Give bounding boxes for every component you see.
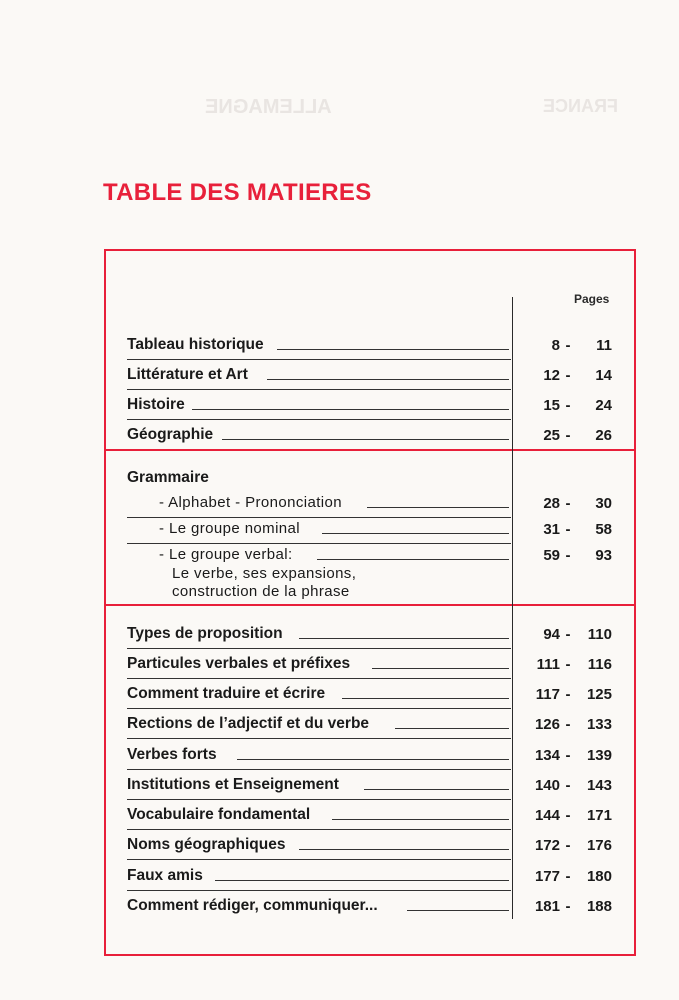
- toc-subentry-continuation: construction de la phrase: [172, 583, 350, 600]
- dot-leader: [342, 698, 509, 699]
- toc-entry-label: Comment rédiger, communiquer...: [127, 897, 384, 915]
- toc-entry-label: Particules verbales et préfixes: [127, 655, 356, 673]
- page-range: 111 - 116: [536, 656, 612, 673]
- dot-leader: [222, 439, 509, 440]
- section-heading: Grammaire: [127, 469, 209, 486]
- dot-leader: [215, 880, 509, 881]
- toc-entry[interactable]: [127, 336, 511, 356]
- page-range: 59 - 93: [543, 547, 612, 564]
- row-underline: [127, 859, 511, 860]
- toc-entry-label: Littérature et Art: [127, 366, 254, 384]
- toc-entry[interactable]: [127, 366, 511, 386]
- page-range: 177 - 180: [534, 868, 612, 885]
- dot-leader: [332, 819, 509, 820]
- row-underline: [127, 359, 511, 360]
- toc-entry[interactable]: [127, 746, 511, 766]
- row-underline: [127, 389, 511, 390]
- toc-entry-label: Noms géographiques: [127, 836, 291, 854]
- row-underline: [127, 678, 511, 679]
- dot-leader: [322, 533, 509, 534]
- page-range: 140 - 143: [534, 777, 612, 794]
- page-column-rule: [512, 297, 513, 919]
- pages-column-header: Pages: [574, 292, 610, 306]
- row-underline: [127, 890, 511, 891]
- toc-entry[interactable]: [127, 776, 511, 796]
- dot-leader: [277, 349, 509, 350]
- toc-entry[interactable]: [127, 396, 511, 416]
- toc-entry-label: - Alphabet - Prononciation: [159, 494, 348, 511]
- dot-leader: [299, 849, 509, 850]
- toc-entry[interactable]: [127, 685, 511, 705]
- toc-entry-label: Histoire: [127, 396, 191, 414]
- show-through-text: FRANCE: [543, 96, 618, 116]
- page-range: 28 - 30: [543, 495, 612, 512]
- dot-leader: [407, 910, 509, 911]
- toc-entry-label: Tableau historique: [127, 336, 270, 354]
- toc-entry-label: Rections de l’adjectif et du verbe: [127, 715, 375, 733]
- row-underline: [127, 648, 511, 649]
- toc-subentry[interactable]: [127, 494, 511, 514]
- dot-leader: [192, 409, 509, 410]
- toc-entry-label: Vocabulaire fondamental: [127, 806, 316, 824]
- toc-subentry-continuation: Le verbe, ses expansions,: [172, 565, 357, 582]
- toc-entry[interactable]: [127, 806, 511, 826]
- dot-leader: [299, 638, 509, 639]
- page-range: 181 - 188: [534, 898, 612, 915]
- toc-entry-label: Types de proposition: [127, 625, 289, 643]
- page-range: 31 - 58: [543, 521, 612, 538]
- toc-entry[interactable]: [127, 897, 511, 917]
- row-underline: [127, 738, 511, 739]
- page-range: 134 - 139: [534, 747, 612, 764]
- page-range: 94 - 110: [543, 626, 612, 643]
- section-divider: [106, 449, 635, 451]
- toc-entry-label: Faux amis: [127, 867, 209, 885]
- toc-entry-label: Institutions et Enseignement: [127, 776, 345, 794]
- toc-entry[interactable]: [127, 836, 511, 856]
- page-range: 8 - 11: [551, 337, 612, 354]
- toc-subentry[interactable]: [127, 520, 511, 540]
- page-range: 12 - 14: [543, 367, 612, 384]
- row-underline: [127, 543, 511, 544]
- page-range: 117 - 125: [535, 686, 612, 703]
- row-underline: [127, 799, 511, 800]
- dot-leader: [237, 759, 509, 760]
- dot-leader: [372, 668, 509, 669]
- page-range: 144 - 171: [534, 807, 612, 824]
- toc-entry-label: Comment traduire et écrire: [127, 685, 331, 703]
- row-underline: [127, 708, 511, 709]
- toc-entry[interactable]: [127, 867, 511, 887]
- page-title: TABLE DES MATIERES: [103, 179, 372, 206]
- section-divider: [106, 604, 635, 606]
- show-through-text: ALLEMAGNE: [205, 96, 332, 118]
- toc-entry[interactable]: [127, 426, 511, 446]
- toc-entry-label: - Le groupe verbal:: [159, 546, 299, 563]
- dot-leader: [267, 379, 509, 380]
- toc-entry-label: Verbes forts: [127, 746, 223, 764]
- dot-leader: [364, 789, 509, 790]
- row-underline: [127, 517, 511, 518]
- dot-leader: [395, 728, 509, 729]
- page-range: 15 - 24: [543, 397, 612, 414]
- toc-entry-label: - Le groupe nominal: [159, 520, 306, 537]
- row-underline: [127, 419, 511, 420]
- toc-entry-label: Géographie: [127, 426, 219, 444]
- toc-entry[interactable]: [127, 715, 511, 735]
- dot-leader: [317, 559, 509, 560]
- row-underline: [127, 829, 511, 830]
- page-range: 25 - 26: [543, 427, 612, 444]
- dot-leader: [367, 507, 509, 508]
- page-range: 172 - 176: [534, 837, 612, 854]
- toc-entry[interactable]: [127, 625, 511, 645]
- row-underline: [127, 769, 511, 770]
- toc-subentry[interactable]: [127, 546, 511, 566]
- page-range: 126 - 133: [534, 716, 612, 733]
- toc-entry[interactable]: [127, 655, 511, 675]
